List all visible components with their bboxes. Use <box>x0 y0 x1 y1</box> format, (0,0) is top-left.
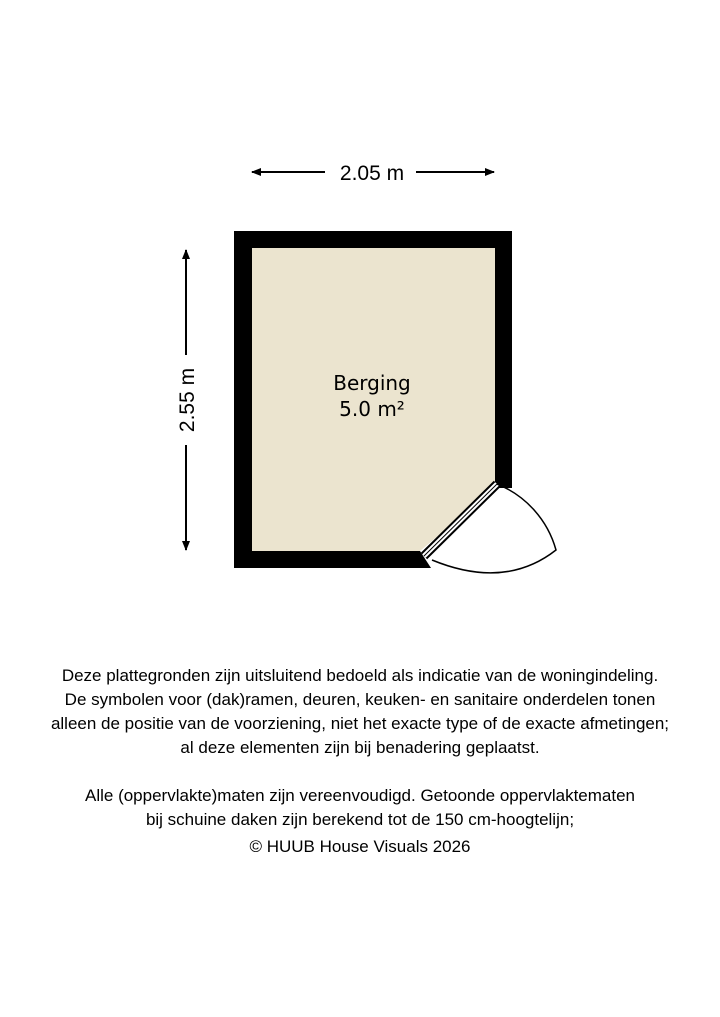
disclaimer-line: De symbolen voor (dak)ramen, deuren, keuken- en sanitaire onderdelen tonen <box>64 690 656 709</box>
wall-right-lower <box>495 248 512 488</box>
disclaimer-line: Alle (oppervlakte)maten zijn vereenvoudigd. Getoonde oppervlaktematen <box>85 786 635 805</box>
disclaimer-text <box>0 664 720 832</box>
room-area: 5.0 m² <box>339 397 405 421</box>
width-label: 2.05 m <box>339 162 405 185</box>
disclaimer-line: al deze elementen zijn bij benadering geplaatst. <box>180 738 540 757</box>
disclaimer-line: Deze plattegronden zijn uitsluitend bedoeld als indicatie van de woningindeling. <box>61 666 659 685</box>
height-label: 2.55 m <box>176 367 199 433</box>
width-dimension <box>252 162 494 185</box>
copyright-notice: © HUUB House Visuals 2026 <box>249 837 471 856</box>
disclaimer-line: bij schuine daken zijn berekend tot de 150 cm-hoogtelijn; <box>145 810 575 829</box>
room-name: Berging <box>333 371 411 395</box>
height-dimension <box>176 250 199 550</box>
disclaimer-line: alleen de positie van de voorziening, niet het exacte type of de exacte afmetingen; <box>50 714 670 733</box>
